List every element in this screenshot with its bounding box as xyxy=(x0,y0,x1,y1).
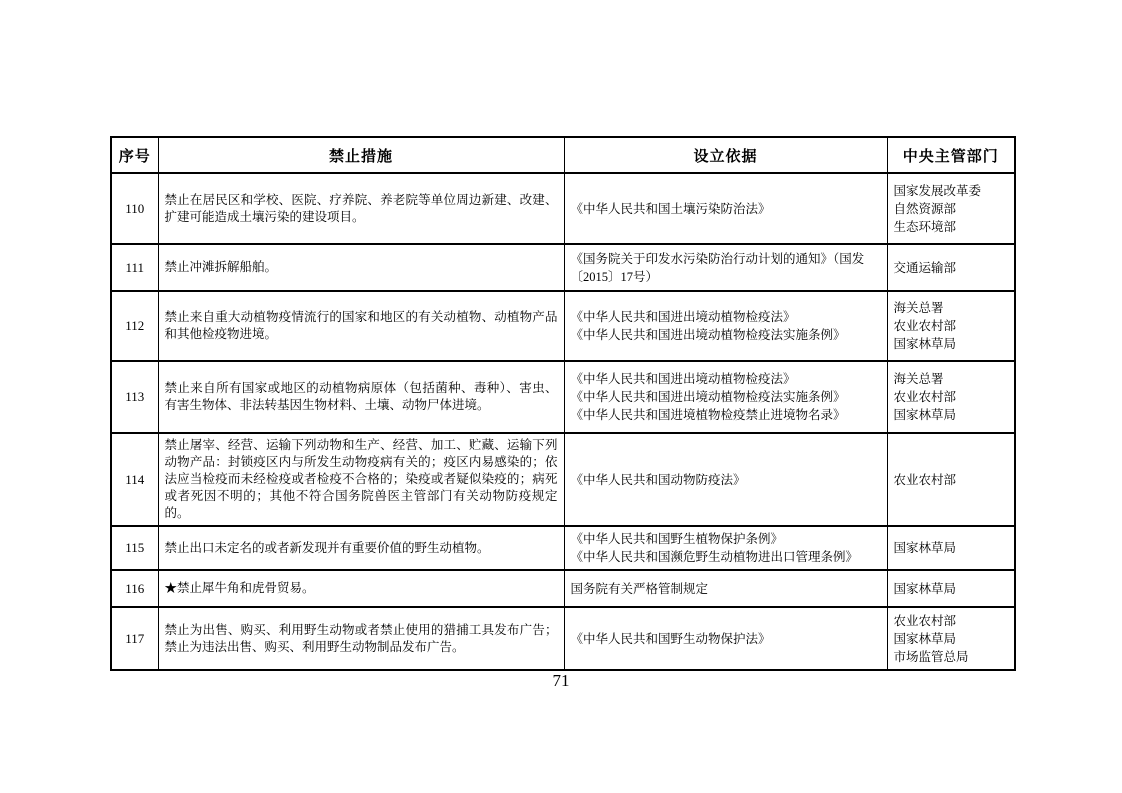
basis-line: 《中华人民共和国濒危野生动植物进出口管理条例》 xyxy=(570,550,859,564)
measure-cell: 禁止屠宰、经营、运输下列动物和生产、经营、加工、贮藏、运输下列动物产品：封锁疫区内与所发生动物疫病有关的；疫区内易感染的；依法应当检疫而未经检疫或者检疫不合格的；染疫或者疑似染疫的；病死或者死因不明的；其他不符合国务院兽医主管部门有关动物防疫规定的。 xyxy=(158,433,564,526)
basis-line: 《中华人民共和国土壤污染防治法》 xyxy=(570,201,771,216)
row-serial-number: 111 xyxy=(111,244,158,291)
department-line: 农业农村部 xyxy=(893,472,957,487)
measure-cell: 禁止来自所有国家或地区的动植物病原体（包括菌种、毒种）、害虫、有害生物体、非法转基因生物材料、土壤、动物尸体进境。 xyxy=(158,361,564,433)
table-row xyxy=(111,570,1015,607)
department-cell xyxy=(887,361,1015,433)
basis-cell xyxy=(564,173,887,244)
basis-cell xyxy=(564,433,887,526)
table-row xyxy=(111,291,1015,361)
department-line: 自然资源部 xyxy=(893,201,957,216)
basis-line: 国务院有关严格管制规定 xyxy=(570,581,709,596)
department-line: 市场监管总局 xyxy=(893,649,969,664)
department-line: 国家林草局 xyxy=(893,337,957,351)
table-body xyxy=(111,173,1015,670)
table-header xyxy=(111,137,1015,173)
department-cell xyxy=(887,173,1015,244)
row-serial-number: 115 xyxy=(111,526,158,570)
header-serial-number: 序号 xyxy=(111,137,158,173)
measure-cell: 禁止为出售、购买、利用野生动物或者禁止使用的猎捕工具发布广告；禁止为违法出售、购买、利用野生动物制品发布广告。 xyxy=(158,607,564,670)
department-line: 生态环境部 xyxy=(893,219,957,234)
row-serial-number: 117 xyxy=(111,607,158,670)
header-prohibited-measure: 禁止措施 xyxy=(158,137,564,173)
basis-line: 《中华人民共和国野生动物保护法》 xyxy=(570,631,771,646)
row-serial-number: 112 xyxy=(111,291,158,361)
prohibited-measures-table xyxy=(110,136,1016,671)
basis-cell xyxy=(564,526,887,570)
department-line: 国家发展改革委 xyxy=(893,183,982,198)
measure-cell: 禁止来自重大动植物疫情流行的国家和地区的有关动植物、动植物产品和其他检疫物进境。 xyxy=(158,291,564,361)
department-line: 国家林草局 xyxy=(893,631,957,646)
basis-cell xyxy=(564,361,887,433)
department-cell xyxy=(887,607,1015,670)
measure-cell: 禁止在居民区和学校、医院、疗养院、养老院等单位周边新建、改建、扩建可能造成土壤污染的建设项目。 xyxy=(158,173,564,244)
basis-cell xyxy=(564,291,887,361)
basis-line: 《中华人民共和国进出境动植物检疫法》 xyxy=(570,310,796,324)
department-cell xyxy=(887,570,1015,607)
basis-line: 《中华人民共和国进出境动植物检疫法实施条例》 xyxy=(570,328,846,342)
header-central-department: 中央主管部门 xyxy=(887,137,1015,173)
department-line: 国家林草局 xyxy=(893,408,957,422)
department-line: 农业农村部 xyxy=(893,613,957,628)
header-legal-basis: 设立依据 xyxy=(564,137,887,173)
department-cell xyxy=(887,433,1015,526)
table-row xyxy=(111,173,1015,244)
table-row xyxy=(111,526,1015,570)
basis-cell xyxy=(564,570,887,607)
row-serial-number: 116 xyxy=(111,570,158,607)
basis-line: 《国务院关于印发水污染防治行动计划的通知》（国发〔2015〕17号） xyxy=(570,251,865,284)
department-cell xyxy=(887,244,1015,291)
measure-cell: 禁止冲滩拆解船舶。 xyxy=(158,244,564,291)
department-line: 农业农村部 xyxy=(893,390,957,404)
table-row xyxy=(111,607,1015,670)
department-line: 农业农村部 xyxy=(893,319,957,333)
row-serial-number: 113 xyxy=(111,361,158,433)
basis-line: 《中华人民共和国进出境动植物检疫法实施条例》 xyxy=(570,390,846,404)
department-line: 交通运输部 xyxy=(893,260,957,275)
department-line: 海关总署 xyxy=(893,301,944,315)
basis-line: 《中华人民共和国进境植物检疫禁止进境物名录》 xyxy=(570,408,846,422)
department-cell xyxy=(887,291,1015,361)
department-line: 国家林草局 xyxy=(893,541,957,555)
table-row xyxy=(111,361,1015,433)
page-number: 71 xyxy=(552,671,570,690)
department-line: 国家林草局 xyxy=(893,581,957,596)
row-serial-number: 110 xyxy=(111,173,158,244)
basis-cell xyxy=(564,607,887,670)
row-serial-number: 114 xyxy=(111,433,158,526)
measure-cell: 禁止出口未定名的或者新发现并有重要价值的野生动植物。 xyxy=(158,526,564,570)
department-line: 海关总署 xyxy=(893,372,944,386)
header-row xyxy=(111,137,1015,173)
basis-cell xyxy=(564,244,887,291)
basis-line: 《中华人民共和国野生植物保护条例》 xyxy=(570,532,784,546)
basis-line: 《中华人民共和国进出境动植物检疫法》 xyxy=(570,372,796,386)
table-row xyxy=(111,433,1015,526)
department-cell xyxy=(887,526,1015,570)
measure-cell: ★禁止犀牛角和虎骨贸易。 xyxy=(158,570,564,607)
table-row xyxy=(111,244,1015,291)
basis-line: 《中华人民共和国动物防疫法》 xyxy=(570,472,746,487)
